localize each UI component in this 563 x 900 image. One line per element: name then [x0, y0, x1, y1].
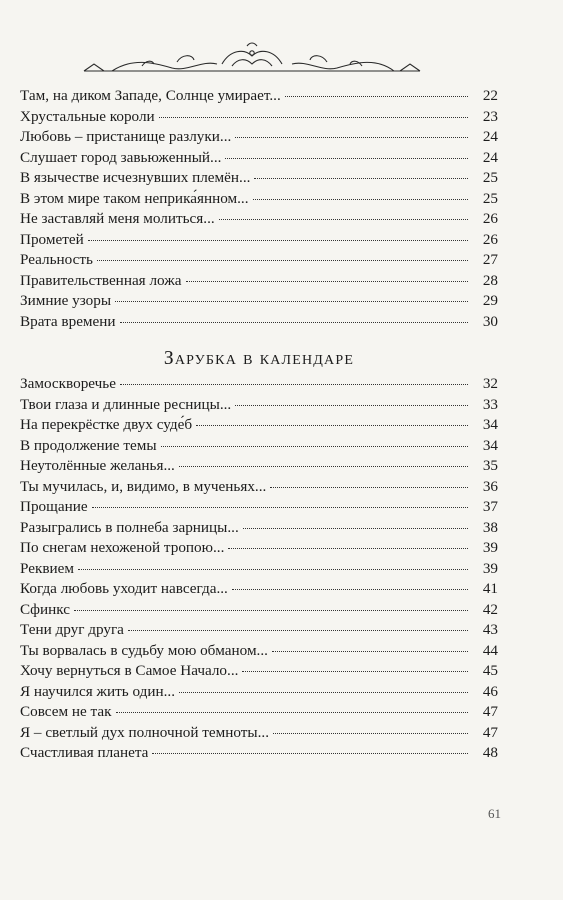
toc-entry-page: 30	[482, 312, 498, 330]
toc-entry-title: Тени друг друга	[20, 621, 124, 638]
toc-entry-title: Врата времени	[20, 312, 116, 330]
toc-entry	[20, 271, 498, 292]
toc-entry-page: 47	[482, 703, 498, 720]
dot-leader	[74, 609, 468, 611]
toc-entry	[20, 86, 498, 107]
toc-entry-page: 24	[482, 148, 498, 166]
dot-leader	[179, 691, 468, 693]
toc-entry-title: Я научился жить один...	[20, 682, 175, 700]
toc-entry-page: 44	[482, 641, 498, 659]
section-heading: Зарубка в календаре	[163, 348, 355, 369]
toc-entry	[20, 374, 498, 395]
toc-entry-page: 29	[482, 292, 498, 309]
toc-entry-title: Разыгрались в полнеба зарницы...	[20, 518, 239, 536]
dot-leader	[186, 280, 469, 282]
toc-entry	[20, 579, 498, 600]
ornamental-divider-icon	[82, 40, 422, 76]
toc-entry-page: 25	[482, 189, 498, 207]
toc-entry-title: Твои глаза и длинные ресницы...	[20, 395, 232, 413]
toc-entry-page: 39	[482, 539, 498, 556]
toc-entry-title: Когда любовь уходит навсегда...	[20, 580, 228, 597]
dot-leader	[128, 629, 468, 631]
toc-entry-page: 36	[482, 477, 498, 495]
toc-entry	[20, 559, 498, 580]
toc-entry	[20, 600, 498, 621]
toc-entry-title: В язычестве исчезнувших племён...	[20, 169, 251, 186]
toc-entry-title: В продолжение темы	[20, 436, 157, 454]
toc-entry-page: 35	[482, 457, 498, 474]
toc-entry	[20, 477, 498, 498]
toc-entry	[20, 620, 498, 641]
toc-entry-title: Зимние узоры	[20, 292, 112, 309]
toc-entry-page: 24	[482, 128, 498, 145]
toc-entry	[20, 497, 498, 518]
toc-entry-title: В этом мире таком неприка́янном...	[20, 189, 249, 207]
toc-entry-title: Прометей	[20, 230, 84, 248]
dot-leader	[120, 383, 468, 385]
dot-leader	[92, 506, 468, 508]
toc-entry-title: Счастливая планета	[20, 744, 149, 761]
toc-entry-title: Сфинкс	[20, 600, 70, 618]
toc-entry-page: 38	[482, 518, 498, 536]
toc-entry-title: Ты мучилась, и, видимо, в мученьях...	[20, 477, 267, 495]
dot-leader	[116, 711, 469, 713]
toc-entry-title: Правительственная ложа	[20, 271, 182, 289]
toc-entry	[20, 168, 498, 189]
toc-entry-page: 25	[482, 169, 498, 186]
toc-entry-page: 41	[482, 580, 498, 597]
toc-entry-page: 48	[482, 744, 498, 761]
dot-leader	[219, 218, 468, 220]
toc-entry-title: На перекрёстке двух суде́б	[20, 416, 193, 433]
dot-leader	[97, 259, 468, 261]
toc-entry	[20, 107, 498, 128]
toc-entry	[20, 723, 498, 744]
toc-entry-page: 46	[482, 682, 498, 700]
toc-entry	[20, 538, 498, 559]
dot-leader	[272, 650, 468, 652]
toc-entry-title: Замоскворечье	[20, 375, 116, 392]
toc-entry	[20, 641, 498, 662]
toc-list-part1	[20, 86, 498, 332]
toc-entry-page: 34	[482, 436, 498, 454]
toc-list-part2	[20, 374, 498, 764]
dot-leader	[161, 445, 468, 447]
toc-entry	[20, 250, 498, 271]
toc-entry	[20, 209, 498, 230]
toc-entry-page: 27	[482, 251, 498, 268]
toc-entry-title: Я – светлый дух полночной темноты...	[20, 723, 270, 741]
dot-leader	[179, 465, 468, 467]
toc-entry	[20, 518, 498, 539]
dot-leader	[253, 198, 468, 200]
toc-entry	[20, 661, 498, 682]
dot-leader	[254, 177, 468, 179]
dot-leader	[235, 136, 468, 138]
toc-entry	[20, 312, 498, 333]
dot-leader	[159, 116, 468, 118]
dot-leader	[120, 321, 468, 323]
toc-entry-title: Реквием	[20, 559, 75, 577]
toc-entry-page: 39	[482, 559, 498, 577]
toc-entry	[20, 230, 498, 251]
dot-leader	[152, 752, 468, 754]
dot-leader	[273, 732, 468, 734]
page-number: 61	[488, 806, 501, 821]
toc-entry-title: Совсем не так	[20, 703, 112, 720]
toc-entry-page: 26	[482, 230, 498, 248]
toc-entry-title: Ты ворвалась в судьбу мою обманом...	[20, 641, 268, 659]
dot-leader	[78, 568, 468, 570]
toc-entry-page: 32	[482, 375, 498, 392]
toc-entry	[20, 743, 498, 764]
toc-entry-title: Неутолённые желанья...	[20, 457, 175, 474]
toc-entry	[20, 395, 498, 416]
toc-entry-title: Любовь – пристанище разлуки...	[20, 128, 232, 145]
toc-entry-page: 23	[482, 107, 498, 125]
toc-entry	[20, 456, 498, 477]
toc-entry-page: 22	[482, 87, 498, 104]
toc-entry	[20, 702, 498, 723]
toc-entry-page: 43	[482, 621, 498, 638]
dot-leader	[232, 588, 468, 590]
toc-entry	[20, 189, 498, 210]
toc-entry-page: 42	[482, 600, 498, 618]
toc-entry-title: Не заставляй меня молиться...	[20, 210, 215, 227]
toc-entry-page: 26	[482, 210, 498, 227]
dot-leader	[115, 300, 468, 302]
toc-entry-page: 37	[482, 498, 498, 515]
toc-entry-page: 47	[482, 723, 498, 741]
toc-entry	[20, 291, 498, 312]
dot-leader	[285, 95, 468, 97]
toc-entry-title: По снегам нехоженой тропою...	[20, 539, 225, 556]
toc-entry-title: Хочу вернуться в Самое Начало...	[20, 662, 239, 679]
dot-leader	[225, 157, 468, 159]
toc-entry	[20, 148, 498, 169]
toc-entry-page: 33	[482, 395, 498, 413]
dot-leader	[88, 239, 468, 241]
dot-leader	[243, 527, 468, 529]
toc-entry-title: Прощание	[20, 498, 88, 515]
dot-leader	[196, 424, 468, 426]
dot-leader	[235, 404, 468, 406]
toc-entry	[20, 682, 498, 703]
toc-entry-title: Там, на диком Западе, Солнце умирает...	[20, 87, 281, 104]
toc-entry-title: Слушает город завьюженный...	[20, 148, 222, 166]
dot-leader	[228, 547, 468, 549]
dot-leader	[270, 486, 468, 488]
toc-entry-page: 28	[482, 271, 498, 289]
toc-entry-page: 34	[482, 416, 498, 433]
toc-entry-title: Реальность	[20, 251, 93, 268]
dot-leader	[242, 670, 468, 672]
toc-entry-title: Хрустальные короли	[20, 107, 155, 125]
toc-entry	[20, 415, 498, 436]
toc-entry	[20, 127, 498, 148]
toc-entry	[20, 436, 498, 457]
toc-entry-page: 45	[482, 662, 498, 679]
